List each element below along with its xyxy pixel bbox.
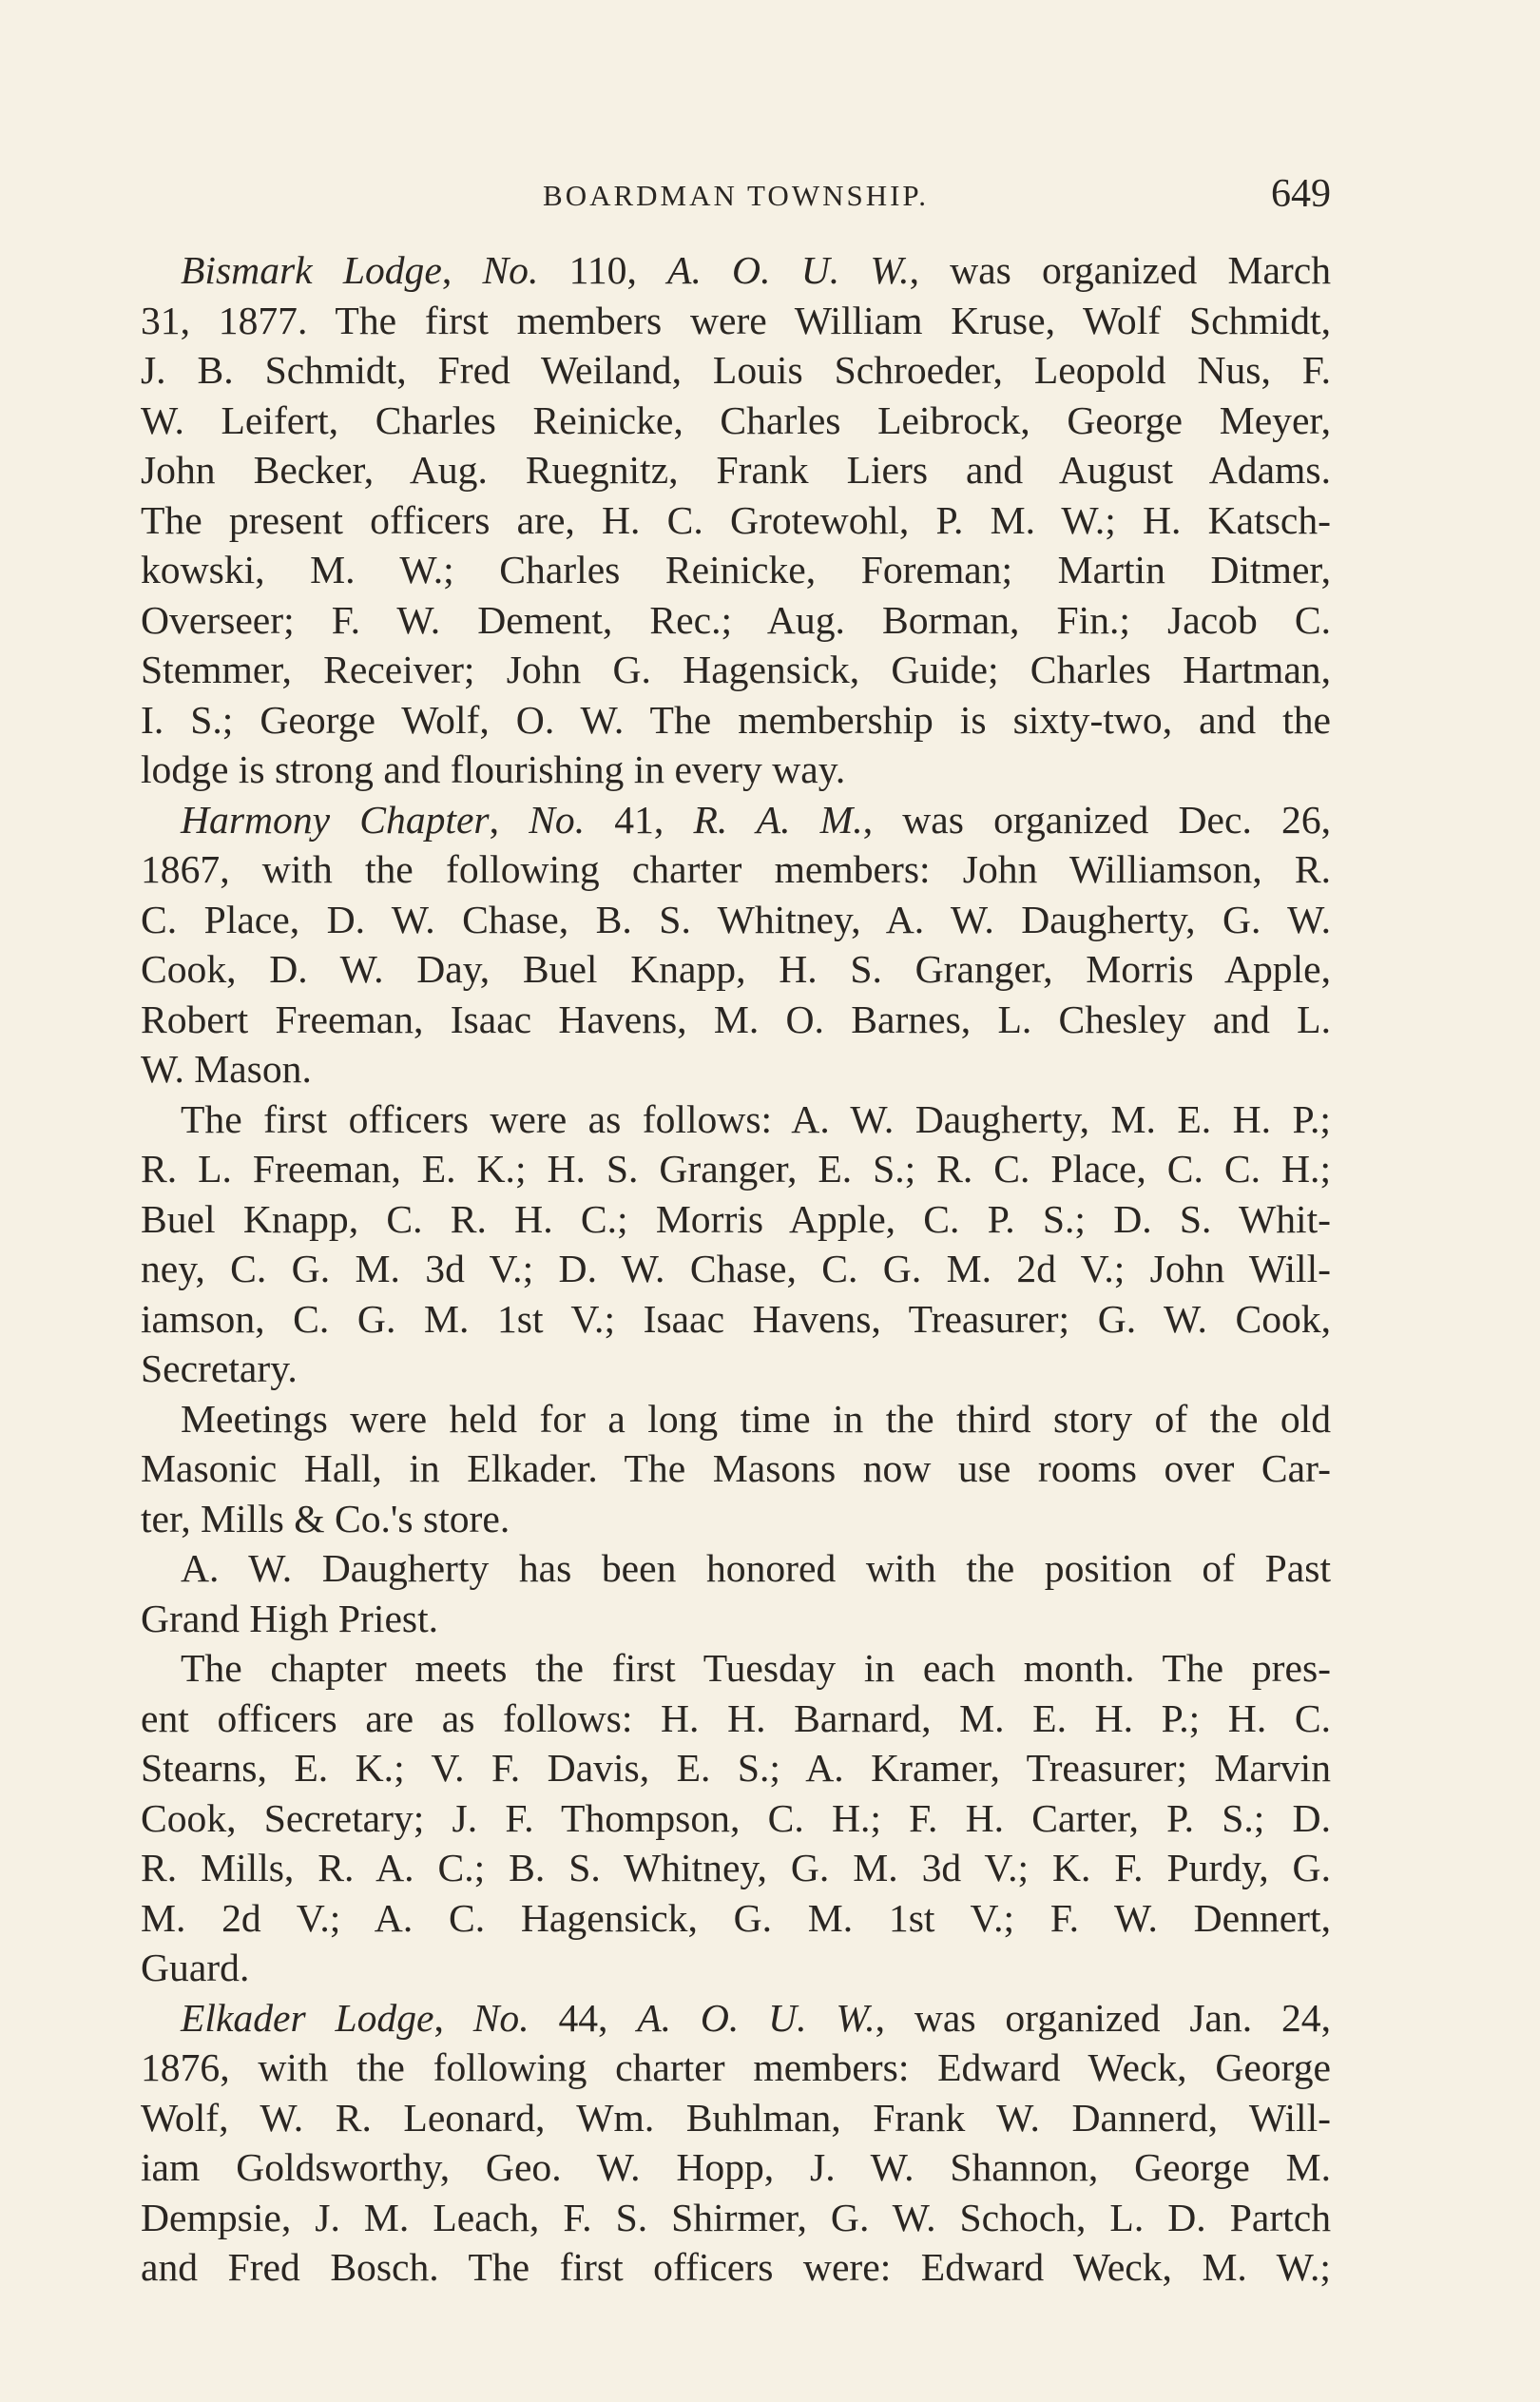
text-line: Dempsie, J. M. Leach, F. S. Shirmer, G. W. Schoch, L. D. Partch — [141, 2195, 1331, 2239]
text-line: C. Place, D. W. Chase, B. S. Whitney, A. W. Daugherty, G. W. — [141, 897, 1331, 941]
text-line: R. Mills, R. A. C.; B. S. Whitney, G. M. 3d V.; K. F. Purdy, G. — [141, 1846, 1331, 1889]
text-line: Robert Freeman, Isaac Havens, M. O. Barnes, L. Chesley and L. — [141, 997, 1331, 1041]
text-line: 1876, with the following charter members: Edward Weck, George — [141, 2045, 1331, 2089]
paragraph-harmony-chapter — [141, 795, 1331, 1094]
text-line: Cook, D. W. Day, Buel Knapp, H. S. Granger, Morris Apple, — [141, 947, 1331, 991]
text-line: W. Leifert, Charles Reinicke, Charles Leibrock, George Meyer, — [141, 397, 1331, 442]
text-line: 1867, with the following charter members: John Williamson, R. — [141, 847, 1331, 891]
text-line: R. L. Freeman, E. K.; H. S. Granger, E. S.; R. C. Place, C. C. H.; — [141, 1147, 1331, 1191]
text-line: Meetings were held for a long time in the third story of the old — [181, 1396, 1331, 1441]
text-line: Wolf, W. R. Leonard, Wm. Buhlman, Frank W. Dannerd, Will- — [141, 2095, 1331, 2140]
running-head — [141, 171, 1331, 228]
page-number: 649 — [1271, 172, 1331, 216]
text-line: Buel Knapp, C. R. H. C.; Morris Apple, C. P. S.; D. S. Whit- — [141, 1196, 1331, 1241]
text-line: ent officers are as follows: H. H. Barnard, M. E. H. P.; H. C. — [141, 1695, 1331, 1740]
paragraph-first-officers — [141, 1094, 1331, 1394]
text-line: John Becker, Aug. Ruegnitz, Frank Liers and August Adams. — [141, 448, 1331, 492]
paragraph-daugherty-honor — [141, 1543, 1331, 1643]
text-line: iam Goldsworthy, Geo. W. Hopp, J. W. Shannon, George M. — [141, 2145, 1331, 2189]
text-line: J. B. Schmidt, Fred Weiland, Louis Schroeder, Leopold Nus, F. — [141, 348, 1331, 392]
text-line: I. S.; George Wolf, O. W. The membership is sixty-two, and the — [141, 697, 1331, 742]
text-line: iamson, C. G. M. 1st V.; Isaac Havens, Treasurer; G. W. Cook, — [141, 1296, 1331, 1341]
text-line: The present officers are, H. C. Grotewohl, P. M. W.; H. Katsch- — [141, 497, 1331, 542]
text-line: Masonic Hall, in Elkader. The Masons now use rooms over Car- — [141, 1446, 1331, 1490]
text-line: and Fred Bosch. The first officers were: Edward Weck, M. W.; — [141, 2245, 1331, 2289]
text-line: Harmony Chapter, No. 41, R. A. M., was organized Dec. 26, — [181, 797, 1331, 842]
paragraph-present-officers — [141, 1643, 1331, 1993]
text-line: kowski, M. W.; Charles Reinicke, Foreman; Martin Ditmer, — [141, 548, 1331, 591]
book-page — [141, 171, 1331, 2320]
text-line: The first officers were as follows: A. W. Daugherty, M. E. H. P.; — [181, 1096, 1331, 1141]
paragraph-bismark-lodge — [141, 245, 1331, 795]
text-line: The chapter meets the first Tuesday in each month. The pres- — [181, 1646, 1331, 1690]
text-line: ney, C. G. M. 3d V.; D. W. Chase, C. G. M. 2d V.; John Will- — [141, 1247, 1331, 1290]
paragraph-meetings — [141, 1394, 1331, 1544]
text-line: Grand High Priest. — [141, 1596, 439, 1640]
text-line: Secretary. — [141, 1346, 298, 1390]
text-line: Stearns, E. K.; V. F. Davis, E. S.; A. Kramer, Treasurer; Marvin — [141, 1746, 1331, 1790]
text-line: Bismark Lodge, No. 110, A. O. U. W., was organized March — [181, 248, 1331, 292]
text-line: M. 2d V.; A. C. Hagensick, G. M. 1st V.; F. W. Dennert, — [141, 1895, 1331, 1940]
text-line: Elkader Lodge, No. 44, A. O. U. W., was organized Jan. 24, — [181, 1995, 1331, 2040]
text-line: Overseer; F. W. Dement, Rec.; Aug. Borman, Fin.; Jacob C. — [141, 597, 1331, 642]
running-title: BOARDMAN TOWNSHIP. — [543, 179, 929, 212]
text-line: ter, Mills & Co.'s store. — [141, 1496, 510, 1540]
text-line: lodge is strong and flourishing in every way. — [141, 747, 846, 791]
text-line: 31, 1877. The first members were William Kruse, Wolf Schmidt, — [141, 298, 1331, 342]
text-line: Guard. — [141, 1946, 250, 1989]
text-line: Stemmer, Receiver; John G. Hagensick, Guide; Charles Hartman, — [141, 648, 1331, 691]
paragraph-elkader-lodge — [141, 1993, 1331, 2293]
text-line: A. W. Daugherty has been honored with the position of Past — [181, 1546, 1331, 1590]
text-line: W. Mason. — [141, 1047, 312, 1091]
text-line: Cook, Secretary; J. F. Thompson, C. H.; F. H. Carter, P. S.; D. — [141, 1795, 1331, 1840]
body-text — [141, 245, 1331, 2293]
